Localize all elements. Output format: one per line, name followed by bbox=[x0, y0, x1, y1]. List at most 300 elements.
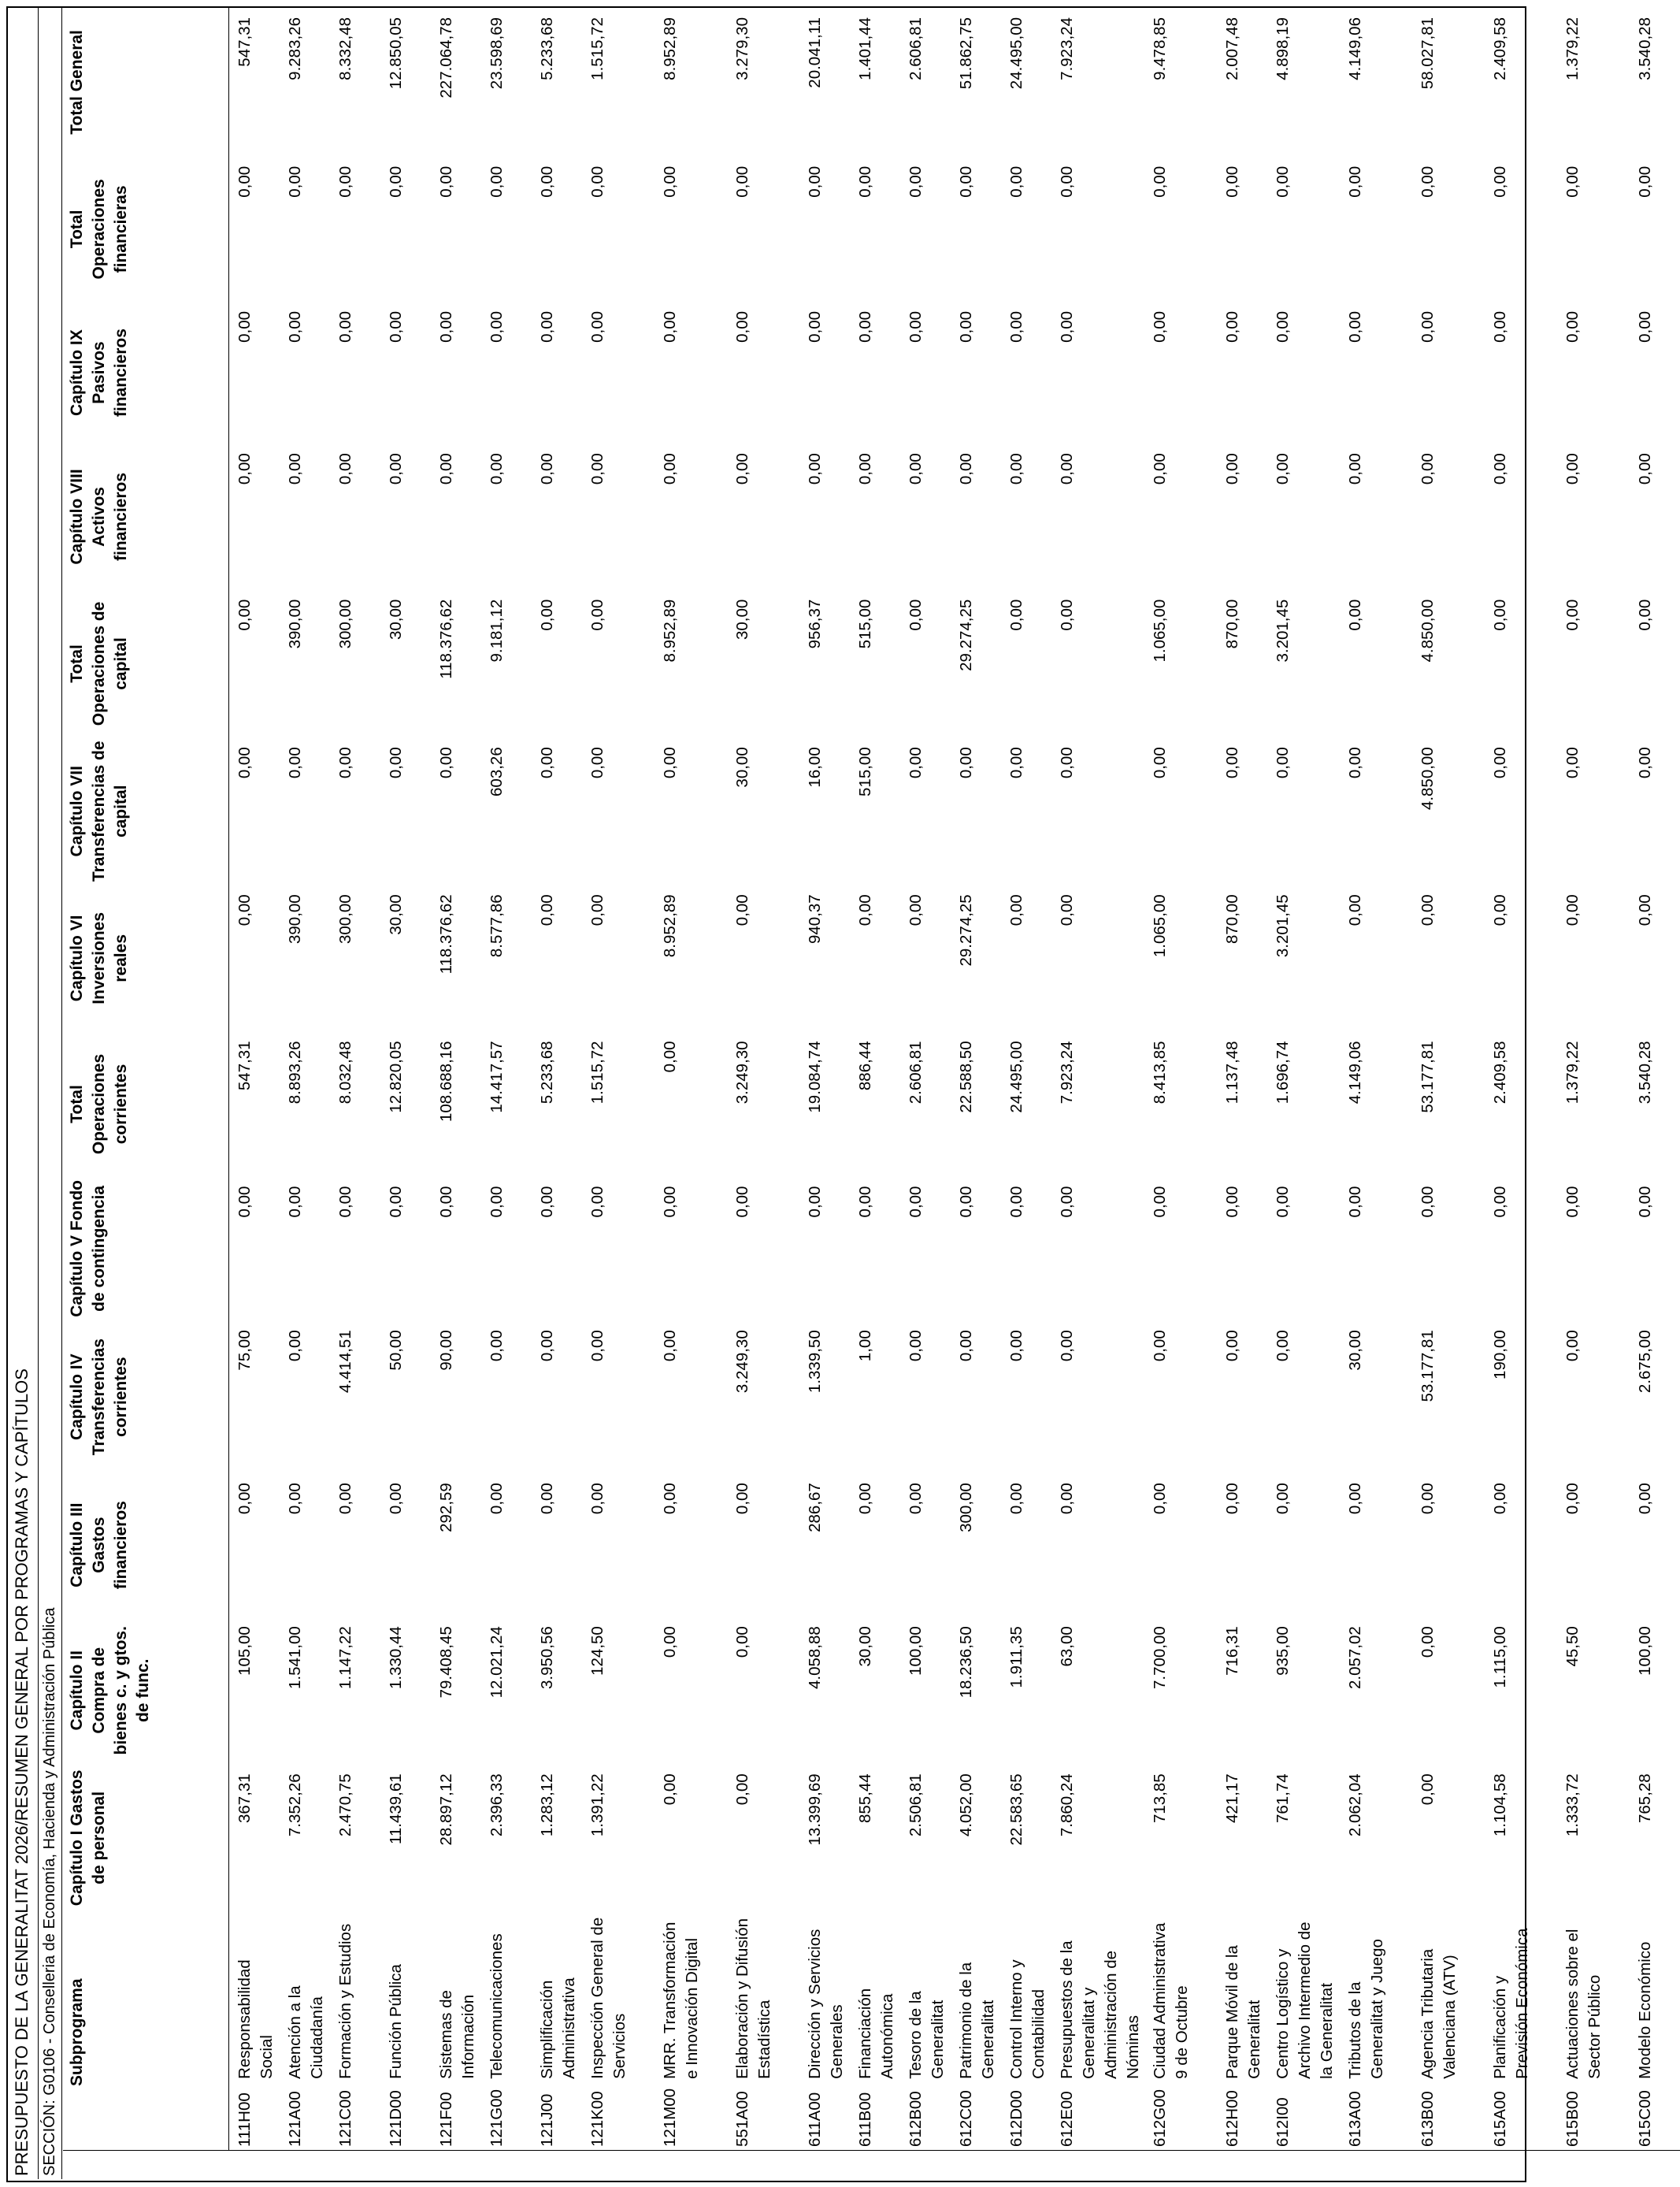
cell-total-general: 20.041,11 bbox=[806, 17, 824, 88]
cell-capitulo-v: 0,00 bbox=[1491, 1186, 1509, 1218]
section-label: SECCIÓN: G0106 - Conselleria de Economía, Hacienda y Administración Pública bbox=[38, 8, 62, 2179]
cell-capitulo-i: 7.860,24 bbox=[1058, 1773, 1076, 1837]
cell-capitulo-iv: 0,00 bbox=[1007, 1330, 1025, 1362]
cell-capitulo-ii: 100,00 bbox=[1636, 1626, 1654, 1676]
subprogram-code: 121D00 bbox=[387, 2090, 405, 2147]
table-row bbox=[1144, 8, 1217, 2151]
cell-capitulo-vi: 1.065,00 bbox=[1151, 894, 1169, 958]
table-row bbox=[1485, 8, 1557, 2151]
cell-total-op-capital: 118.376,62 bbox=[437, 599, 455, 679]
header-capitulo-vi: Capítulo VI Inversiones reales bbox=[63, 885, 229, 1031]
cell-capitulo-i: 1.283,12 bbox=[538, 1773, 556, 1837]
cell-capitulo-vi: 0,00 bbox=[588, 894, 606, 926]
cell-total-op-financieras: 0,00 bbox=[1491, 165, 1509, 198]
cell-capitulo-ii: 100,00 bbox=[907, 1626, 925, 1676]
cell-capitulo-iii: 0,00 bbox=[1346, 1483, 1364, 1515]
cell-total-general: 8.332,48 bbox=[336, 17, 354, 80]
cell-capitulo-iii: 0,00 bbox=[336, 1483, 354, 1515]
cell-capitulo-ii: 0,00 bbox=[733, 1626, 751, 1658]
cell-total-op-financieras: 0,00 bbox=[661, 165, 679, 198]
cell-capitulo-iv: 2.675,00 bbox=[1636, 1330, 1654, 1394]
header-capitulo-viii: Capítulo VIII Activos financieros bbox=[63, 444, 229, 589]
cell-capitulo-v: 0,00 bbox=[336, 1186, 354, 1218]
cell-capitulo-iii: 0,00 bbox=[588, 1483, 606, 1515]
cell-capitulo-viii: 0,00 bbox=[387, 453, 405, 485]
cell-total-op-financieras: 0,00 bbox=[1223, 165, 1241, 198]
cell-capitulo-viii: 0,00 bbox=[1491, 453, 1509, 485]
cell-capitulo-iv: 190,00 bbox=[1491, 1330, 1509, 1379]
cell-capitulo-iv: 4.414,51 bbox=[336, 1330, 354, 1394]
cell-capitulo-vii: 0,00 bbox=[336, 747, 354, 779]
cell-total-op-financieras: 0,00 bbox=[856, 165, 874, 198]
cell-total-op-corrientes: 3.540,28 bbox=[1636, 1041, 1654, 1105]
cell-capitulo-ix: 0,00 bbox=[336, 310, 354, 343]
cell-capitulo-iii: 0,00 bbox=[1419, 1483, 1437, 1515]
cell-capitulo-viii: 0,00 bbox=[957, 453, 975, 485]
table-row bbox=[1630, 8, 1680, 2151]
cell-capitulo-vi: 0,00 bbox=[1419, 894, 1437, 926]
cell-capitulo-vi: 0,00 bbox=[1563, 894, 1582, 926]
cell-total-op-corrientes: 1.379,22 bbox=[1563, 1041, 1582, 1105]
cell-capitulo-iii: 0,00 bbox=[856, 1483, 874, 1515]
cell-capitulo-ix: 0,00 bbox=[1151, 310, 1169, 343]
cell-total-op-capital: 0,00 bbox=[1491, 599, 1509, 631]
subprogram-name: MRR. Transformación e Innovación Digital bbox=[661, 1922, 701, 2079]
cell-total-general: 2.007,48 bbox=[1223, 17, 1241, 80]
cell-total-op-financieras: 0,00 bbox=[336, 165, 354, 198]
cell-capitulo-ii: 2.057,02 bbox=[1346, 1626, 1364, 1689]
subprogram-name: Actuaciones sobre el Sector Público bbox=[1563, 1929, 1604, 2079]
cell-total-op-corrientes: 7.923,24 bbox=[1058, 1041, 1076, 1105]
cell-capitulo-ii: 0,00 bbox=[1419, 1626, 1437, 1658]
cell-total-general: 3.540,28 bbox=[1636, 17, 1654, 80]
cell-capitulo-ix: 0,00 bbox=[488, 310, 506, 343]
cell-capitulo-ii: 1.115,00 bbox=[1491, 1626, 1509, 1688]
cell-capitulo-vi: 8.952,89 bbox=[661, 894, 679, 958]
table-row bbox=[481, 8, 532, 2151]
cell-total-general: 7.923,24 bbox=[1058, 17, 1076, 80]
cell-capitulo-ii: 3.950,56 bbox=[538, 1626, 556, 1689]
cell-total-general: 5.233,68 bbox=[538, 17, 556, 80]
subprogram-name: Formación y Estudios bbox=[336, 1923, 354, 2079]
cell-capitulo-iii: 0,00 bbox=[1274, 1483, 1292, 1515]
cell-capitulo-ii: 4.058,88 bbox=[806, 1626, 824, 1689]
cell-capitulo-vi: 29.274,25 bbox=[957, 894, 975, 967]
cell-capitulo-vi: 3.201,45 bbox=[1274, 894, 1292, 958]
table-row bbox=[330, 8, 380, 2151]
subprogram-code: 121K00 bbox=[588, 2091, 606, 2147]
cell-capitulo-ix: 0,00 bbox=[1636, 310, 1654, 343]
cell-capitulo-v: 0,00 bbox=[1346, 1186, 1364, 1218]
cell-total-op-capital: 4.850,00 bbox=[1419, 599, 1437, 663]
cell-capitulo-iii: 0,00 bbox=[538, 1483, 556, 1515]
cell-capitulo-vii: 30,00 bbox=[733, 747, 751, 788]
cell-capitulo-v: 0,00 bbox=[588, 1186, 606, 1218]
subprogram-code: 612D00 bbox=[1007, 2090, 1025, 2147]
table-row bbox=[431, 8, 481, 2151]
cell-capitulo-ix: 0,00 bbox=[1007, 310, 1025, 343]
cell-capitulo-v: 0,00 bbox=[437, 1186, 455, 1218]
subprogram-name: Elaboración y Difusión Estadística bbox=[733, 1918, 773, 2079]
subprogram-name: Tesoro de la Generalitat bbox=[907, 1991, 947, 2079]
cell-capitulo-v: 0,00 bbox=[387, 1186, 405, 1218]
cell-total-general: 2.606,81 bbox=[907, 17, 925, 80]
cell-capitulo-vi: 0,00 bbox=[1346, 894, 1364, 926]
cell-capitulo-i: 713,85 bbox=[1151, 1773, 1169, 1824]
cell-total-op-financieras: 0,00 bbox=[235, 165, 254, 198]
cell-total-general: 4.149,06 bbox=[1346, 17, 1364, 80]
cell-capitulo-vii: 4.850,00 bbox=[1419, 747, 1437, 811]
cell-capitulo-iii: 0,00 bbox=[387, 1483, 405, 1515]
cell-capitulo-iv: 0,00 bbox=[588, 1330, 606, 1362]
cell-capitulo-iv: 0,00 bbox=[907, 1330, 925, 1362]
cell-total-op-capital: 1.065,00 bbox=[1151, 599, 1169, 663]
cell-total-op-financieras: 0,00 bbox=[437, 165, 455, 198]
cell-capitulo-iv: 53.177,81 bbox=[1419, 1330, 1437, 1402]
subprogram-name: Modelo Económico bbox=[1636, 1941, 1654, 2079]
cell-capitulo-vii: 0,00 bbox=[437, 747, 455, 779]
cell-capitulo-vii: 515,00 bbox=[856, 747, 874, 796]
cell-capitulo-iv: 0,00 bbox=[661, 1330, 679, 1362]
cell-capitulo-ix: 0,00 bbox=[806, 310, 824, 343]
table-row bbox=[951, 8, 1001, 2151]
subprogram-code: 612B00 bbox=[907, 2091, 925, 2147]
table-row bbox=[380, 8, 431, 2151]
cell-total-op-corrientes: 886,44 bbox=[856, 1041, 874, 1091]
cell-capitulo-ii: 7.700,00 bbox=[1151, 1626, 1169, 1689]
cell-capitulo-vii: 0,00 bbox=[1007, 747, 1025, 779]
cell-capitulo-vii: 0,00 bbox=[1058, 747, 1076, 779]
cell-capitulo-v: 0,00 bbox=[235, 1186, 254, 1218]
cell-capitulo-ix: 0,00 bbox=[733, 310, 751, 343]
cell-total-op-corrientes: 24.495,00 bbox=[1007, 1041, 1025, 1113]
cell-capitulo-viii: 0,00 bbox=[286, 453, 304, 485]
header-capitulo-ii: Capítulo II Compra de bienes c. y gtos. de func. bbox=[63, 1617, 229, 1764]
cell-total-op-financieras: 0,00 bbox=[488, 165, 506, 198]
cell-total-op-capital: 956,37 bbox=[806, 599, 824, 649]
cell-capitulo-iv: 0,00 bbox=[1058, 1330, 1076, 1362]
cell-capitulo-viii: 0,00 bbox=[538, 453, 556, 485]
header-capitulo-iv: Capítulo IV Transferencias corrientes bbox=[63, 1320, 229, 1473]
cell-capitulo-iii: 292,59 bbox=[437, 1483, 455, 1532]
cell-total-op-capital: 300,00 bbox=[336, 599, 354, 649]
cell-capitulo-viii: 0,00 bbox=[661, 453, 679, 485]
cell-capitulo-i: 7.352,26 bbox=[286, 1773, 304, 1837]
cell-total-op-corrientes: 108.688,16 bbox=[437, 1041, 455, 1123]
cell-capitulo-i: 2.396,33 bbox=[488, 1773, 506, 1837]
cell-capitulo-iv: 0,00 bbox=[1563, 1330, 1582, 1362]
cell-total-general: 9.283,26 bbox=[286, 17, 304, 80]
cell-capitulo-vii: 0,00 bbox=[387, 747, 405, 779]
cell-capitulo-viii: 0,00 bbox=[856, 453, 874, 485]
cell-total-op-capital: 515,00 bbox=[856, 599, 874, 649]
cell-capitulo-viii: 0,00 bbox=[733, 453, 751, 485]
table-row bbox=[1001, 8, 1051, 2151]
table-row bbox=[582, 8, 655, 2151]
subprogram-name: Simplificación Administrativa bbox=[538, 1977, 578, 2079]
cell-capitulo-viii: 0,00 bbox=[1151, 453, 1169, 485]
cell-total-op-corrientes: 53.177,81 bbox=[1419, 1041, 1437, 1113]
cell-capitulo-ix: 0,00 bbox=[437, 310, 455, 343]
cell-total-op-capital: 29.274,25 bbox=[957, 599, 975, 671]
cell-capitulo-iii: 0,00 bbox=[286, 1483, 304, 1515]
cell-capitulo-iv: 90,00 bbox=[437, 1330, 455, 1371]
table-row bbox=[655, 8, 727, 2151]
header-total-op-financieras: Total Operaciones financieras bbox=[63, 157, 229, 302]
cell-capitulo-v: 0,00 bbox=[907, 1186, 925, 1218]
cell-capitulo-iii: 0,00 bbox=[235, 1483, 254, 1515]
cell-capitulo-ix: 0,00 bbox=[1274, 310, 1292, 343]
cell-capitulo-ix: 0,00 bbox=[1491, 310, 1509, 343]
cell-capitulo-vii: 0,00 bbox=[286, 747, 304, 779]
cell-capitulo-ix: 0,00 bbox=[538, 310, 556, 343]
cell-capitulo-v: 0,00 bbox=[1151, 1186, 1169, 1218]
cell-total-op-corrientes: 1.515,72 bbox=[588, 1041, 606, 1105]
cell-capitulo-viii: 0,00 bbox=[235, 453, 254, 485]
cell-total-op-capital: 870,00 bbox=[1223, 599, 1241, 649]
cell-capitulo-vii: 0,00 bbox=[235, 747, 254, 779]
cell-total-general: 4.898,19 bbox=[1274, 17, 1292, 80]
cell-total-op-capital: 0,00 bbox=[1058, 599, 1076, 631]
header-row bbox=[63, 8, 229, 2151]
table-row bbox=[1217, 8, 1267, 2151]
cell-capitulo-v: 0,00 bbox=[1007, 1186, 1025, 1218]
cell-capitulo-iv: 0,00 bbox=[1151, 1330, 1169, 1362]
cell-capitulo-iv: 1,00 bbox=[856, 1330, 874, 1362]
cell-capitulo-v: 0,00 bbox=[1563, 1186, 1582, 1218]
cell-capitulo-iv: 0,00 bbox=[488, 1330, 506, 1362]
cell-total-general: 227.064,78 bbox=[437, 17, 455, 98]
cell-capitulo-v: 0,00 bbox=[661, 1186, 679, 1218]
cell-capitulo-ii: 30,00 bbox=[856, 1626, 874, 1667]
cell-total-op-capital: 0,00 bbox=[1636, 599, 1654, 631]
cell-capitulo-ii: 1.911,35 bbox=[1007, 1626, 1025, 1688]
cell-total-op-financieras: 0,00 bbox=[588, 165, 606, 198]
cell-capitulo-ii: 45,50 bbox=[1563, 1626, 1582, 1667]
cell-capitulo-viii: 0,00 bbox=[1346, 453, 1364, 485]
document-frame bbox=[6, 6, 1654, 2182]
cell-capitulo-vii: 0,00 bbox=[1346, 747, 1364, 779]
cell-capitulo-v: 0,00 bbox=[1274, 1186, 1292, 1218]
cell-capitulo-iii: 0,00 bbox=[1563, 1483, 1582, 1515]
cell-total-op-financieras: 0,00 bbox=[1419, 165, 1437, 198]
subprogram-code: 111H00 bbox=[235, 2092, 254, 2147]
table-row bbox=[850, 8, 900, 2151]
cell-total-op-corrientes: 3.249,30 bbox=[733, 1041, 751, 1105]
cell-capitulo-ii: 935,00 bbox=[1274, 1626, 1292, 1676]
cell-total-op-corrientes: 19.084,74 bbox=[806, 1041, 824, 1113]
cell-total-op-capital: 0,00 bbox=[907, 599, 925, 631]
cell-capitulo-ii: 105,00 bbox=[235, 1626, 254, 1676]
cell-capitulo-ix: 0,00 bbox=[957, 310, 975, 343]
cell-capitulo-vi: 0,00 bbox=[856, 894, 874, 926]
subprogram-code: 121C00 bbox=[336, 2090, 354, 2147]
cell-capitulo-iv: 0,00 bbox=[1223, 1330, 1241, 1362]
subprogram-code: 613B00 bbox=[1419, 2091, 1437, 2147]
cell-capitulo-ix: 0,00 bbox=[856, 310, 874, 343]
cell-capitulo-vi: 870,00 bbox=[1223, 894, 1241, 944]
cell-total-general: 8.952,89 bbox=[661, 17, 679, 80]
subprogram-code: 615B00 bbox=[1563, 2091, 1582, 2147]
cell-capitulo-vi: 118.376,62 bbox=[437, 894, 455, 975]
cell-capitulo-iii: 0,00 bbox=[733, 1483, 751, 1515]
budget-table bbox=[63, 8, 1680, 2151]
cell-total-op-financieras: 0,00 bbox=[806, 165, 824, 198]
cell-capitulo-ii: 63,00 bbox=[1058, 1626, 1076, 1667]
cell-total-op-capital: 9.181,12 bbox=[488, 599, 506, 663]
cell-capitulo-iii: 286,67 bbox=[806, 1483, 824, 1532]
cell-total-op-corrientes: 2.409,58 bbox=[1491, 1041, 1509, 1105]
cell-capitulo-v: 0,00 bbox=[733, 1186, 751, 1218]
cell-capitulo-vi: 0,00 bbox=[235, 894, 254, 926]
cell-capitulo-i: 0,00 bbox=[1419, 1773, 1437, 1806]
cell-capitulo-iv: 0,00 bbox=[286, 1330, 304, 1362]
cell-capitulo-vii: 0,00 bbox=[661, 747, 679, 779]
subprogram-code: 121F00 bbox=[437, 2092, 455, 2147]
cell-capitulo-ii: 79.408,45 bbox=[437, 1626, 455, 1699]
cell-capitulo-i: 2.470,75 bbox=[336, 1773, 354, 1837]
cell-total-op-capital: 0,00 bbox=[235, 599, 254, 631]
cell-total-general: 1.379,22 bbox=[1563, 17, 1582, 80]
table-row bbox=[1557, 8, 1630, 2151]
cell-capitulo-vii: 0,00 bbox=[1151, 747, 1169, 779]
subprogram-code: 615C00 bbox=[1636, 2090, 1654, 2147]
table-row bbox=[799, 8, 850, 2151]
cell-capitulo-vii: 603,26 bbox=[488, 747, 506, 796]
cell-total-general: 51.862,75 bbox=[957, 17, 975, 90]
cell-capitulo-ix: 0,00 bbox=[1419, 310, 1437, 343]
cell-capitulo-vi: 300,00 bbox=[336, 894, 354, 944]
cell-capitulo-iii: 0,00 bbox=[907, 1483, 925, 1515]
cell-capitulo-i: 1.333,72 bbox=[1563, 1773, 1582, 1837]
cell-capitulo-vi: 0,00 bbox=[1058, 894, 1076, 926]
subprogram-code: 615A00 bbox=[1491, 2091, 1509, 2147]
subprogram-name: Planificación y Previsión Económica bbox=[1491, 1928, 1531, 2079]
cell-total-op-corrientes: 8.032,48 bbox=[336, 1041, 354, 1105]
cell-total-op-corrientes: 4.149,06 bbox=[1346, 1041, 1364, 1105]
cell-capitulo-vii: 0,00 bbox=[1274, 747, 1292, 779]
cell-total-op-capital: 0,00 bbox=[1007, 599, 1025, 631]
cell-capitulo-iv: 3.249,30 bbox=[733, 1330, 751, 1394]
subprogram-name: Agencia Tributaria Valenciana (ATV) bbox=[1419, 1948, 1459, 2079]
cell-capitulo-v: 0,00 bbox=[856, 1186, 874, 1218]
cell-capitulo-ix: 0,00 bbox=[1346, 310, 1364, 343]
cell-total-op-corrientes: 547,31 bbox=[235, 1041, 254, 1091]
subprogram-name: Patrimonio de la Generalitat bbox=[957, 1962, 997, 2079]
subprogram-code: 611B00 bbox=[856, 2092, 874, 2147]
cell-total-op-financieras: 0,00 bbox=[1346, 165, 1364, 198]
cell-capitulo-ii: 1.541,00 bbox=[286, 1626, 304, 1689]
subprogram-name: Responsabilidad Social bbox=[235, 1959, 276, 2079]
subprogram-code: 121A00 bbox=[286, 2091, 304, 2147]
cell-total-op-capital: 3.201,45 bbox=[1274, 599, 1292, 663]
header-capitulo-vii: Capítulo VII Transferencias de capital bbox=[63, 737, 229, 885]
cell-capitulo-iv: 1.339,50 bbox=[806, 1330, 824, 1394]
cell-capitulo-viii: 0,00 bbox=[1419, 453, 1437, 485]
cell-total-op-corrientes: 2.606,81 bbox=[907, 1041, 925, 1105]
subprogram-code: 612C00 bbox=[957, 2090, 975, 2147]
table-row bbox=[1267, 8, 1340, 2151]
cell-capitulo-i: 0,00 bbox=[733, 1773, 751, 1806]
cell-capitulo-i: 4.052,00 bbox=[957, 1773, 975, 1837]
cell-capitulo-i: 2.506,81 bbox=[907, 1773, 925, 1837]
cell-capitulo-vi: 940,37 bbox=[806, 894, 824, 944]
cell-capitulo-ii: 716,31 bbox=[1223, 1626, 1241, 1676]
cell-total-general: 24.495,00 bbox=[1007, 17, 1025, 90]
cell-total-op-capital: 30,00 bbox=[387, 599, 405, 641]
cell-total-op-financieras: 0,00 bbox=[1058, 165, 1076, 198]
header-capitulo-iii: Capítulo III Gastos financieros bbox=[63, 1473, 229, 1617]
cell-total-op-corrientes: 0,00 bbox=[661, 1041, 679, 1073]
cell-capitulo-i: 765,28 bbox=[1636, 1773, 1654, 1824]
cell-total-op-financieras: 0,00 bbox=[1563, 165, 1582, 198]
cell-capitulo-iv: 30,00 bbox=[1346, 1330, 1364, 1371]
cell-capitulo-i: 2.062,04 bbox=[1346, 1773, 1364, 1837]
cell-capitulo-vii: 0,00 bbox=[1636, 747, 1654, 779]
cell-total-op-capital: 0,00 bbox=[1563, 599, 1582, 631]
cell-capitulo-i: 1.104,58 bbox=[1491, 1773, 1509, 1837]
cell-capitulo-i: 22.583,65 bbox=[1007, 1773, 1025, 1846]
cell-capitulo-viii: 0,00 bbox=[1223, 453, 1241, 485]
cell-capitulo-iv: 0,00 bbox=[538, 1330, 556, 1362]
cell-total-general: 9.478,85 bbox=[1151, 17, 1169, 80]
subprogram-name: Inspección General de Servicios bbox=[588, 1917, 629, 2079]
cell-capitulo-vi: 0,00 bbox=[1491, 894, 1509, 926]
cell-capitulo-iii: 0,00 bbox=[1223, 1483, 1241, 1515]
cell-total-general: 547,31 bbox=[235, 17, 254, 67]
cell-capitulo-ix: 0,00 bbox=[588, 310, 606, 343]
cell-total-op-financieras: 0,00 bbox=[1151, 165, 1169, 198]
header-total-op-corrientes: Total Operaciones corrientes bbox=[63, 1031, 229, 1176]
cell-capitulo-ix: 0,00 bbox=[1058, 310, 1076, 343]
cell-capitulo-ix: 0,00 bbox=[387, 310, 405, 343]
cell-capitulo-v: 0,00 bbox=[538, 1186, 556, 1218]
subprogram-code: 121G00 bbox=[488, 2089, 506, 2147]
cell-total-op-capital: 30,00 bbox=[733, 599, 751, 641]
document-title: PRESUPUESTO DE LA GENERALITAT 2026/RESUMEN GENERAL POR PROGRAMAS Y CAPÍTULOS bbox=[8, 8, 39, 2179]
cell-capitulo-vii: 0,00 bbox=[1563, 747, 1582, 779]
table-row bbox=[900, 8, 951, 2151]
cell-capitulo-i: 11.439,61 bbox=[387, 1773, 405, 1844]
table-row bbox=[229, 8, 280, 2151]
cell-capitulo-iii: 300,00 bbox=[957, 1483, 975, 1532]
cell-capitulo-ii: 18.236,50 bbox=[957, 1626, 975, 1699]
cell-capitulo-ix: 0,00 bbox=[235, 310, 254, 343]
header-capitulo-ix: Capítulo IX Pasivos financieros bbox=[63, 302, 229, 444]
cell-capitulo-i: 0,00 bbox=[661, 1773, 679, 1806]
subprogram-code: 612H00 bbox=[1223, 2090, 1241, 2147]
cell-capitulo-vi: 0,00 bbox=[907, 894, 925, 926]
table-row bbox=[1412, 8, 1485, 2151]
cell-capitulo-viii: 0,00 bbox=[1563, 453, 1582, 485]
cell-capitulo-ii: 124,50 bbox=[588, 1626, 606, 1676]
cell-capitulo-vi: 0,00 bbox=[1636, 894, 1654, 926]
subprogram-code: 121M00 bbox=[661, 2088, 679, 2147]
cell-total-op-capital: 8.952,89 bbox=[661, 599, 679, 663]
cell-capitulo-iii: 0,00 bbox=[1491, 1483, 1509, 1515]
cell-capitulo-ii: 1.147,22 bbox=[336, 1626, 354, 1689]
cell-capitulo-vi: 0,00 bbox=[1007, 894, 1025, 926]
cell-capitulo-vi: 8.577,86 bbox=[488, 894, 506, 958]
cell-capitulo-viii: 0,00 bbox=[437, 453, 455, 485]
subprogram-code: 612E00 bbox=[1058, 2091, 1076, 2147]
cell-capitulo-viii: 0,00 bbox=[1274, 453, 1292, 485]
table-body bbox=[229, 8, 1680, 2151]
cell-capitulo-vii: 0,00 bbox=[588, 747, 606, 779]
subprogram-code: 613A00 bbox=[1346, 2091, 1364, 2147]
cell-capitulo-v: 0,00 bbox=[957, 1186, 975, 1218]
cell-total-op-corrientes: 1.137,48 bbox=[1223, 1041, 1241, 1105]
